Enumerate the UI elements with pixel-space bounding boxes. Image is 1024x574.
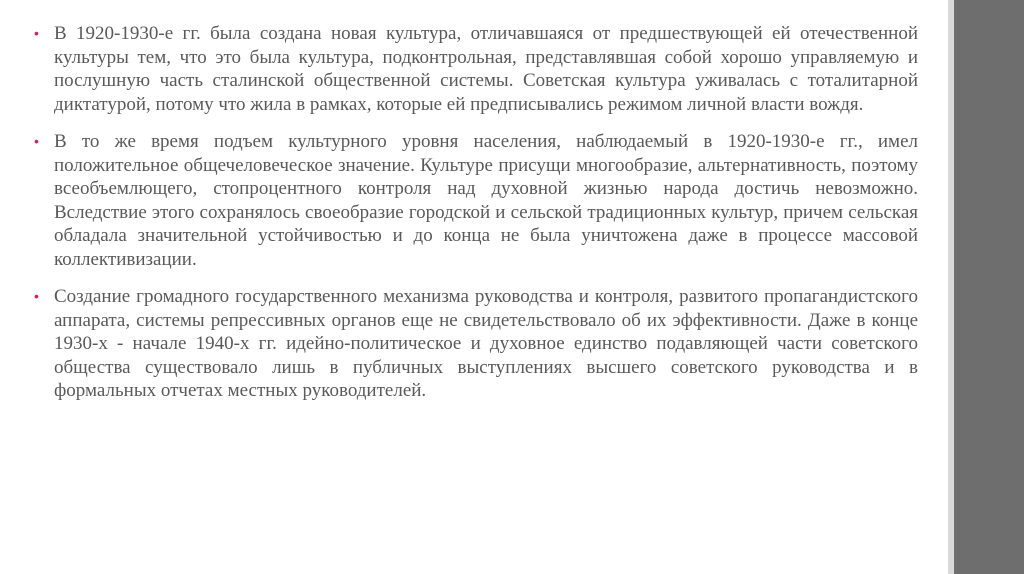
bullet-text: В то же время подъем культурного уровня населения, наблюдаемый в 1920-1930-е гг., имел положительное общечеловеческое значение. Культуре присущи многообразие, альтернативность, поэтому всеобъемлющего, стопроцентного контроля над духовной жизнью народа достичь невозможно. Вследствие этого сохранялось своеобразие городской и сельской традиционных культур, причем сельская обладала значительной устойчивостью и до конца не была уничтожена даже в процессе массовой коллективизации. [54,131,918,270]
bullet-marker: • [34,288,39,304]
bullet-item [32,22,918,116]
bullet-text: Создание громадного государственного механизма руководства и контроля, развитого пропагандистского аппарата, системы репрессивных органов еще не свидетельствовало об их эффективности. Даже в конце 1930-х - начале 1940-х гг. идейно-политическое и духовное единство подавляющей части советского общества существовало лишь в публичных выступлениях высшего советского руководства и в формальных отчетах местных руководителей. [54,286,918,401]
bullet-item [32,130,918,271]
right-sidebar-bar [954,0,1024,574]
bullet-marker: • [34,25,39,41]
bullet-item [32,285,918,403]
bullet-text: В 1920-1930-е гг. была создана новая культура, отличавшаяся от предшествующей ей отечественной культуры тем, что это была культура, подконтрольная, представлявшая собой хорошо управляемую и послушную часть сталинской общественной системы. Советская культура уживалась с тоталитарной диктатурой, потому что жила в рамках, которые ей предписывались режимом личной власти вождя. [54,23,918,115]
slide-content [32,22,918,417]
bullet-marker: • [34,133,39,149]
